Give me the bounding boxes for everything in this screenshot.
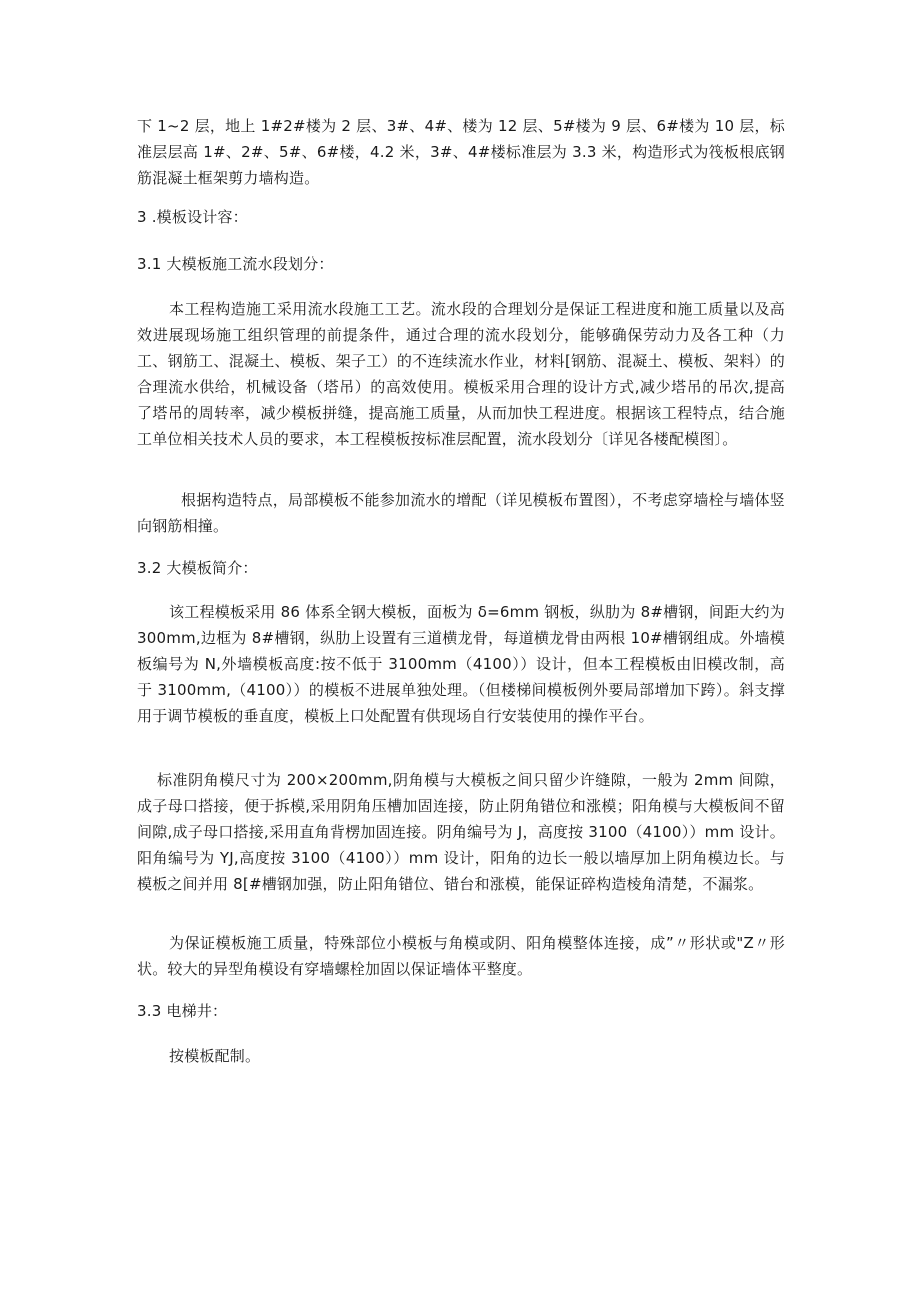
section-3-3-paragraph-1: 按模板配制。 [169,1047,261,1065]
section-3-1-heading: 3.1 大模板施工流水段划分： [137,255,334,273]
section-3-2-heading: 3.2 大模板简介： [137,559,258,577]
intro-paragraph: 下 1~2 层，地上 1#2#楼为 2 层、3#、4#、楼为 12 层、5#楼为 9 层、6#楼为 10 层，标准层层高 1#、2#、5#、6#楼，4.2 米，3#、4#楼标准层为 3.3 米，构造形式为筏板根底钢筋混凝土框架剪力墙构造。 [137,117,785,187]
section-3-heading: 3 .模板设计容： [137,208,248,226]
section-3-2-paragraph-3: 为保证模板施工质量，特殊部位小模板与角模或阴、阳角模整体连接，成”〃形状或"Z〃形状。较大的异型角模设有穿墙螺栓加固以保证墙体平整度。 [137,934,785,978]
section-3-1-paragraph-1: 本工程构造施工采用流水段施工工艺。流水段的合理划分是保证工程进度和施工质量以及高效进展现场施工组织管理的前提条件，通过合理的流水段划分，能够确保劳动力及各工种（力工、钢筋工、混凝土、模板、架子工）的不连续流水作业，材料[钢筋、混凝土、模板、架料）的合理流水供给，机械设备（塔吊）的高效使用。模板采用合理的设计方式,减少塔吊的吊次,提高了塔吊的周转率，减少模板拼缝，提高施工质量，从而加快工程进度。根据该工程特点，结合施工单位相关技术人员的要求，本工程模板按标准层配置，流水段划分〔详见各楼配模图〕。 [137,300,785,448]
section-3-2-paragraph-2: 标准阴角模尺寸为 200×200mm,阴角模与大模板之间只留少许缝隙，一般为 2mm 间隙，成子母口搭接，便于拆模,采用阴角压槽加固连接，防止阴角错位和涨模；阳角模与大模板间不留间隙,成子母口搭接,采用直角背楞加固连接。阴角编号为 J，高度按 3100（4100））mm 设计。阳角编号为 YJ,高度按 3100（4100））mm 设计，阳角的边长一般以墙厚加上阴角模边长。与模板之间并用 8[#槽钢加强，防止阳角错位、错台和涨模，能保证碎构造棱角清楚，不漏浆。 [137,771,785,893]
section-3-3-heading: 3.3 电梯井： [137,1002,228,1020]
section-3-2-paragraph-1: 该工程模板采用 86 体系全钢大模板，面板为 δ=6mm 钢板，纵肋为 8#槽钢，间距大约为 300mm,边框为 8#槽钢，纵肋上设置有三道横龙骨，每道横龙骨由两根 10#槽钢组成。外墙模板编号为 N,外墙模板高度:按不低于 3100mm（4100））设计，但本工程模板由旧模改制，高于 3100mm,（4100））的模板不进展单独处理。（但楼梯间模板例外要局部增加下跨）。斜支撑用于调节模板的垂直度，模板上口处配置有供现场自行安装使用的操作平台。 [137,603,785,725]
section-3-1-paragraph-2: 根据构造特点，局部模板不能参加流水的增配（详见模板布置图），不考虑穿墙栓与墙体竖向钢筋相撞。 [137,491,785,535]
